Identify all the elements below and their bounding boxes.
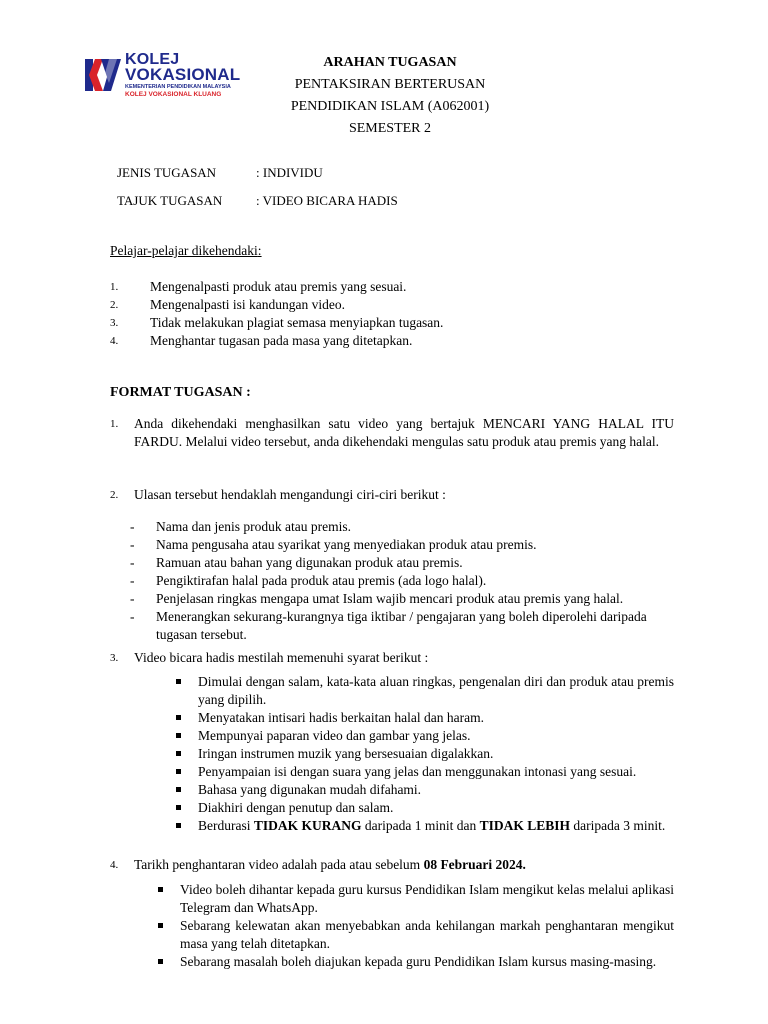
item-text: Mengenalpasti produk atau premis yang sesuai. bbox=[150, 279, 407, 294]
list-item bbox=[130, 536, 674, 554]
duration-text-e: daripada 3 minit. bbox=[570, 818, 666, 833]
logo-sub1: KEMENTERIAN PENDIDIKAN MALAYSIA bbox=[125, 84, 231, 90]
item-text: Nama dan jenis produk atau premis. bbox=[156, 519, 351, 534]
dash-bullet: - bbox=[130, 591, 135, 606]
list-item bbox=[156, 953, 674, 971]
item-text: Diakhiri dengan penutup dan salam. bbox=[198, 800, 394, 815]
section-3 bbox=[110, 649, 674, 667]
section-2 bbox=[110, 486, 674, 504]
item-text: Penyampaian isi dengan suara yang jelas dan menggunakan intonasi yang sesuai. bbox=[198, 764, 637, 779]
info-value: : INDIVIDU bbox=[256, 165, 323, 180]
item-text: Pengiktirafan halal pada produk atau premis (ada logo halal). bbox=[156, 573, 487, 588]
list-item bbox=[110, 278, 670, 296]
dash-bullet: - bbox=[130, 519, 135, 534]
item-number: 2. bbox=[110, 299, 119, 311]
document-header bbox=[200, 52, 580, 140]
list-item bbox=[174, 763, 674, 781]
section-text: Anda dikehendaki menghasilkan satu video yang bertajuk MENCARI YANG HALAL ITU FARDU. Melalui video tersebut, anda dikehendaki mengulas satu produk atau premis yang halal. bbox=[134, 416, 674, 449]
list-item bbox=[110, 314, 670, 332]
header-line2: PENTAKSIRAN BERTERUSAN bbox=[294, 77, 486, 92]
list-item bbox=[174, 781, 674, 799]
item-text: Bahasa yang digunakan mudah difahami. bbox=[198, 782, 422, 797]
info-value: : VIDEO BICARA HADIS bbox=[256, 193, 398, 208]
section-number: 4. bbox=[110, 859, 119, 871]
intro-colon: : bbox=[257, 243, 262, 258]
dash-bullet: - bbox=[130, 573, 135, 588]
section-4-list bbox=[156, 881, 674, 971]
item-number: 1. bbox=[110, 281, 119, 293]
item-text: Sebarang masalah boleh diajukan kepada guru Pendidikan Islam kursus masing-masing. bbox=[180, 954, 657, 969]
list-item bbox=[130, 608, 674, 644]
list-item bbox=[110, 296, 670, 314]
intro-heading bbox=[110, 243, 262, 259]
square-bullet-icon bbox=[176, 679, 181, 684]
objectives-list bbox=[110, 278, 670, 350]
list-item bbox=[110, 332, 670, 350]
list-item bbox=[174, 727, 674, 745]
info-key: TAJUK TUGASAN bbox=[117, 193, 223, 208]
square-bullet-icon bbox=[158, 923, 163, 928]
list-item bbox=[174, 673, 674, 709]
header-line3: PENDIDIKAN ISLAM (A062001) bbox=[290, 99, 490, 114]
logo-sub2: KOLEJ VOKASIONAL KLUANG bbox=[125, 91, 222, 98]
list-item bbox=[174, 709, 674, 727]
duration-text-c: daripada 1 minit dan bbox=[361, 818, 480, 833]
kv-logo-icon bbox=[83, 55, 123, 95]
item-text: Nama pengusaha atau syarikat yang menyediakan produk atau premis. bbox=[156, 537, 537, 552]
section-1 bbox=[110, 415, 674, 451]
header-title: ARAHAN TUGASAN bbox=[323, 55, 457, 70]
dash-bullet: - bbox=[130, 555, 135, 570]
duration-text-a: Berdurasi bbox=[198, 818, 254, 833]
list-item-duration bbox=[174, 817, 674, 835]
format-title: FORMAT TUGASAN : bbox=[110, 385, 251, 400]
item-text: Mengenalpasti isi kandungan video. bbox=[150, 297, 345, 312]
item-text: Iringan instrumen muzik yang bersesuaian digalakkan. bbox=[198, 746, 494, 761]
square-bullet-icon bbox=[158, 887, 163, 892]
list-item bbox=[174, 799, 674, 817]
list-item bbox=[130, 590, 674, 608]
list-item bbox=[130, 554, 674, 572]
item-text: Mempunyai paparan video dan gambar yang jelas. bbox=[198, 728, 471, 743]
item-text: Menerangkan sekurang-kurangnya tiga iktibar / pengajaran yang boleh diperolehi daripada tugasan tersebut. bbox=[156, 609, 647, 642]
duration-text-b: TIDAK KURANG bbox=[253, 818, 362, 833]
square-bullet-icon bbox=[176, 823, 181, 828]
logo-line2: VOKASIONAL bbox=[125, 65, 241, 84]
section-number: 1. bbox=[110, 418, 119, 430]
deadline-text: Tarikh penghantaran video adalah pada atau sebelum bbox=[134, 857, 424, 872]
section-text bbox=[134, 856, 674, 874]
list-item bbox=[156, 917, 674, 953]
item-text: Video boleh dihantar kepada guru kursus Pendidikan Islam mengikut kelas melalui aplikasi Telegram dan WhatsApp. bbox=[180, 882, 674, 915]
section-3-list bbox=[174, 673, 674, 835]
dash-bullet: - bbox=[130, 537, 135, 552]
deadline-date: 08 Februari 2024. bbox=[423, 857, 526, 872]
section-number: 2. bbox=[110, 489, 119, 501]
section-number: 3. bbox=[110, 652, 119, 664]
header-line4: SEMESTER 2 bbox=[348, 121, 432, 136]
item-text: Menghantar tugasan pada masa yang ditetapkan. bbox=[150, 333, 413, 348]
section-2-list bbox=[130, 518, 674, 644]
square-bullet-icon bbox=[176, 715, 181, 720]
square-bullet-icon bbox=[176, 733, 181, 738]
logo-line1: KOLEJ bbox=[125, 51, 180, 68]
list-item bbox=[156, 881, 674, 917]
item-text: Sebarang kelewatan akan menyebabkan anda kehilangan markah penghantaran mengikut masa yang telah ditetapkan. bbox=[180, 918, 674, 951]
intro-text: Pelajar-pelajar dikehendaki bbox=[110, 243, 258, 258]
item-text: Menyatakan intisari hadis berkaitan halal dan haram. bbox=[198, 710, 485, 725]
item-number: 4. bbox=[110, 335, 119, 347]
square-bullet-icon bbox=[176, 787, 181, 792]
square-bullet-icon bbox=[176, 751, 181, 756]
duration-text-d: TIDAK LEBIH bbox=[479, 818, 570, 833]
item-text: Tidak melakukan plagiat semasa menyiapkan tugasan. bbox=[150, 315, 444, 330]
item-number: 3. bbox=[110, 317, 119, 329]
list-item bbox=[174, 745, 674, 763]
list-item bbox=[130, 572, 674, 590]
section-4 bbox=[110, 856, 674, 874]
item-text: Ramuan atau bahan yang digunakan produk atau premis. bbox=[156, 555, 463, 570]
list-item bbox=[130, 518, 674, 536]
dash-bullet: - bbox=[130, 609, 135, 624]
square-bullet-icon bbox=[176, 805, 181, 810]
item-text: Penjelasan ringkas mengapa umat Islam wajib mencari produk atau premis yang halal. bbox=[156, 591, 624, 606]
item-text: Dimulai dengan salam, kata-kata aluan ringkas, pengenalan diri dan produk atau premis yang dipilih. bbox=[198, 674, 674, 707]
square-bullet-icon bbox=[158, 959, 163, 964]
section-text: Video bicara hadis mestilah memenuhi syarat berikut : bbox=[134, 650, 429, 665]
section-text: Ulasan tersebut hendaklah mengandungi ciri-ciri berikut : bbox=[134, 487, 446, 502]
square-bullet-icon bbox=[176, 769, 181, 774]
info-key: JENIS TUGASAN bbox=[117, 165, 217, 180]
